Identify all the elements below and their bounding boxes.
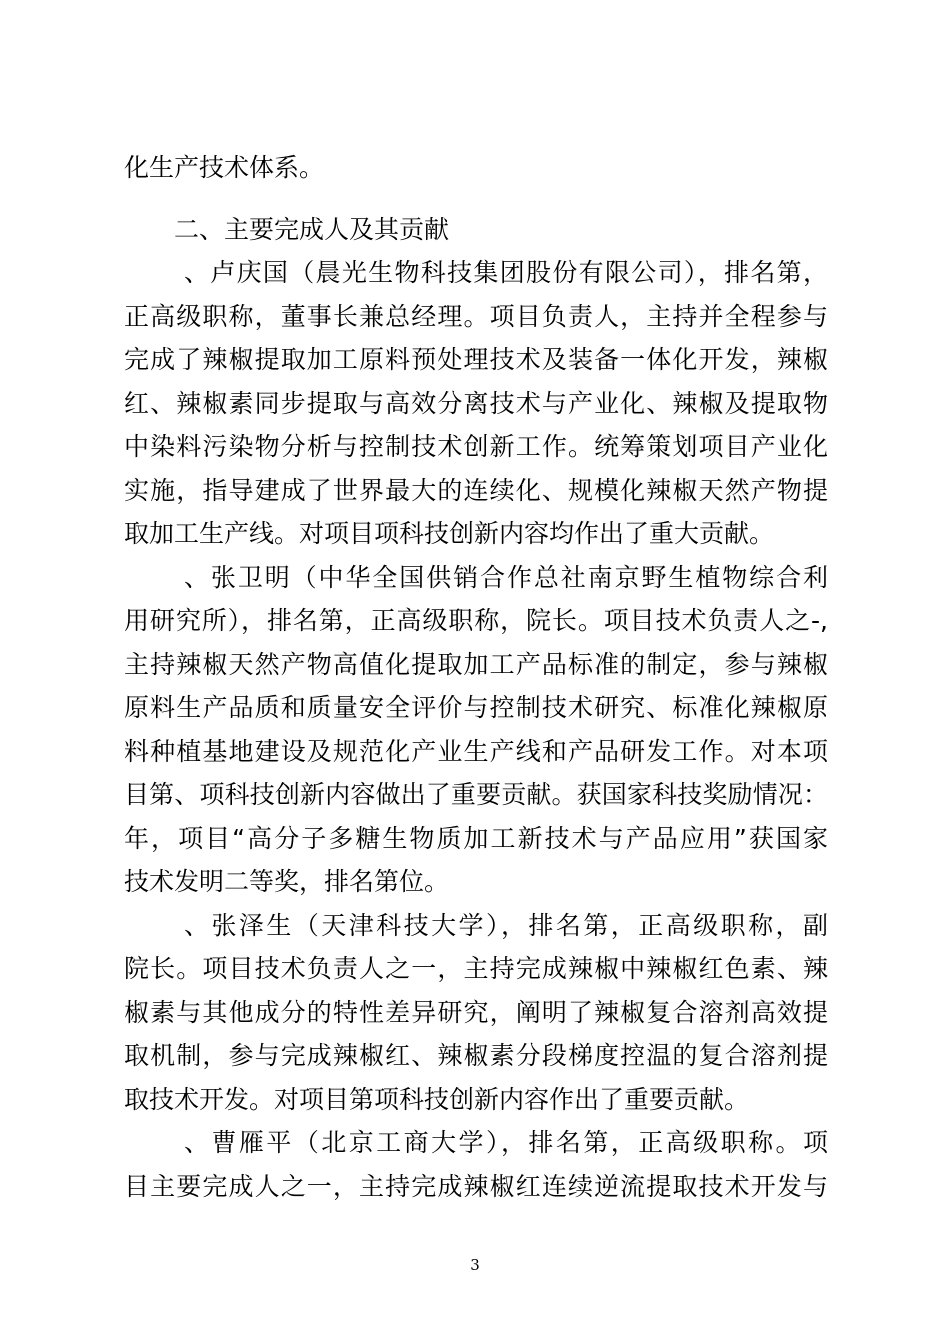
text-line: 红、辣椒素同步提取与高效分离技术与产业化、辣椒及提取物 xyxy=(124,388,828,418)
text-line: 椒素与其他成分的特性差异研究，阐明了辣椒复合溶剂高效提 xyxy=(124,997,828,1027)
text-line: 料种植基地建设及规范化产业生产线和产品研发工作。对本项 xyxy=(124,736,828,766)
text-line: 年，项目“高分子多糖生物质加工新技术与产品应用”获国家 xyxy=(124,823,828,853)
text-line: 、张泽生（天津科技大学），排名第，正高级职称，副 xyxy=(184,910,828,940)
text-line: 、曹雁平（北京工商大学），排名第，正高级职称。项 xyxy=(184,1128,828,1157)
text-line: 技术发明二等奖，排名第位。 xyxy=(124,867,450,896)
text-line: 化生产技术体系。 xyxy=(124,153,325,182)
text-line: 、卢庆国（晨光生物科技集团股份有限公司），排名第， xyxy=(184,258,828,287)
text-line: 正高级职称，董事长兼总经理。项目负责人，主持并全程参与 xyxy=(124,301,828,331)
text-line: 用研究所），排名第，正高级职称，院长。项目技术负责人之-, xyxy=(124,606,828,635)
text-line: 原料生产品质和质量安全评价与控制技术研究、标准化辣椒原 xyxy=(124,693,828,722)
section-heading: 二、主要完成人及其贡献 xyxy=(174,214,450,244)
text-line: 取机制，参与完成辣椒红、辣椒素分段梯度控温的复合溶剂提 xyxy=(124,1041,828,1070)
body-text xyxy=(124,146,828,1208)
text-line: 完成了辣椒提取加工原料预处理技术及装备一体化开发，辣椒 xyxy=(124,345,828,374)
text-line: 目第、项科技创新内容做出了重要贡献。获国家科技奖励情况： xyxy=(124,780,828,809)
paragraph-gap xyxy=(124,190,828,208)
text-line: 取技术开发。对项目第项科技创新内容作出了重要贡献。 xyxy=(124,1084,750,1114)
text-line: 、张卫明（中华全国供销合作总社南京野生植物综合利 xyxy=(184,562,828,592)
text-line: 取加工生产线。对项目项科技创新内容均作出了重大贡献。 xyxy=(124,519,775,548)
page-number: 3 xyxy=(470,1256,480,1274)
text-line: 院长。项目技术负责人之一，主持完成辣椒中辣椒红色素、辣 xyxy=(124,954,828,983)
text-line: 中染料污染物分析与控制技术创新工作。统筹策划项目产业化 xyxy=(124,432,828,461)
text-line: 实施，指导建成了世界最大的连续化、规模化辣椒天然产物提 xyxy=(124,475,828,505)
text-line: 目主要完成人之一，主持完成辣椒红连续逆流提取技术开发与 xyxy=(124,1171,828,1201)
text-line: 主持辣椒天然产物高值化提取加工产品标准的制定，参与辣椒 xyxy=(124,649,828,679)
